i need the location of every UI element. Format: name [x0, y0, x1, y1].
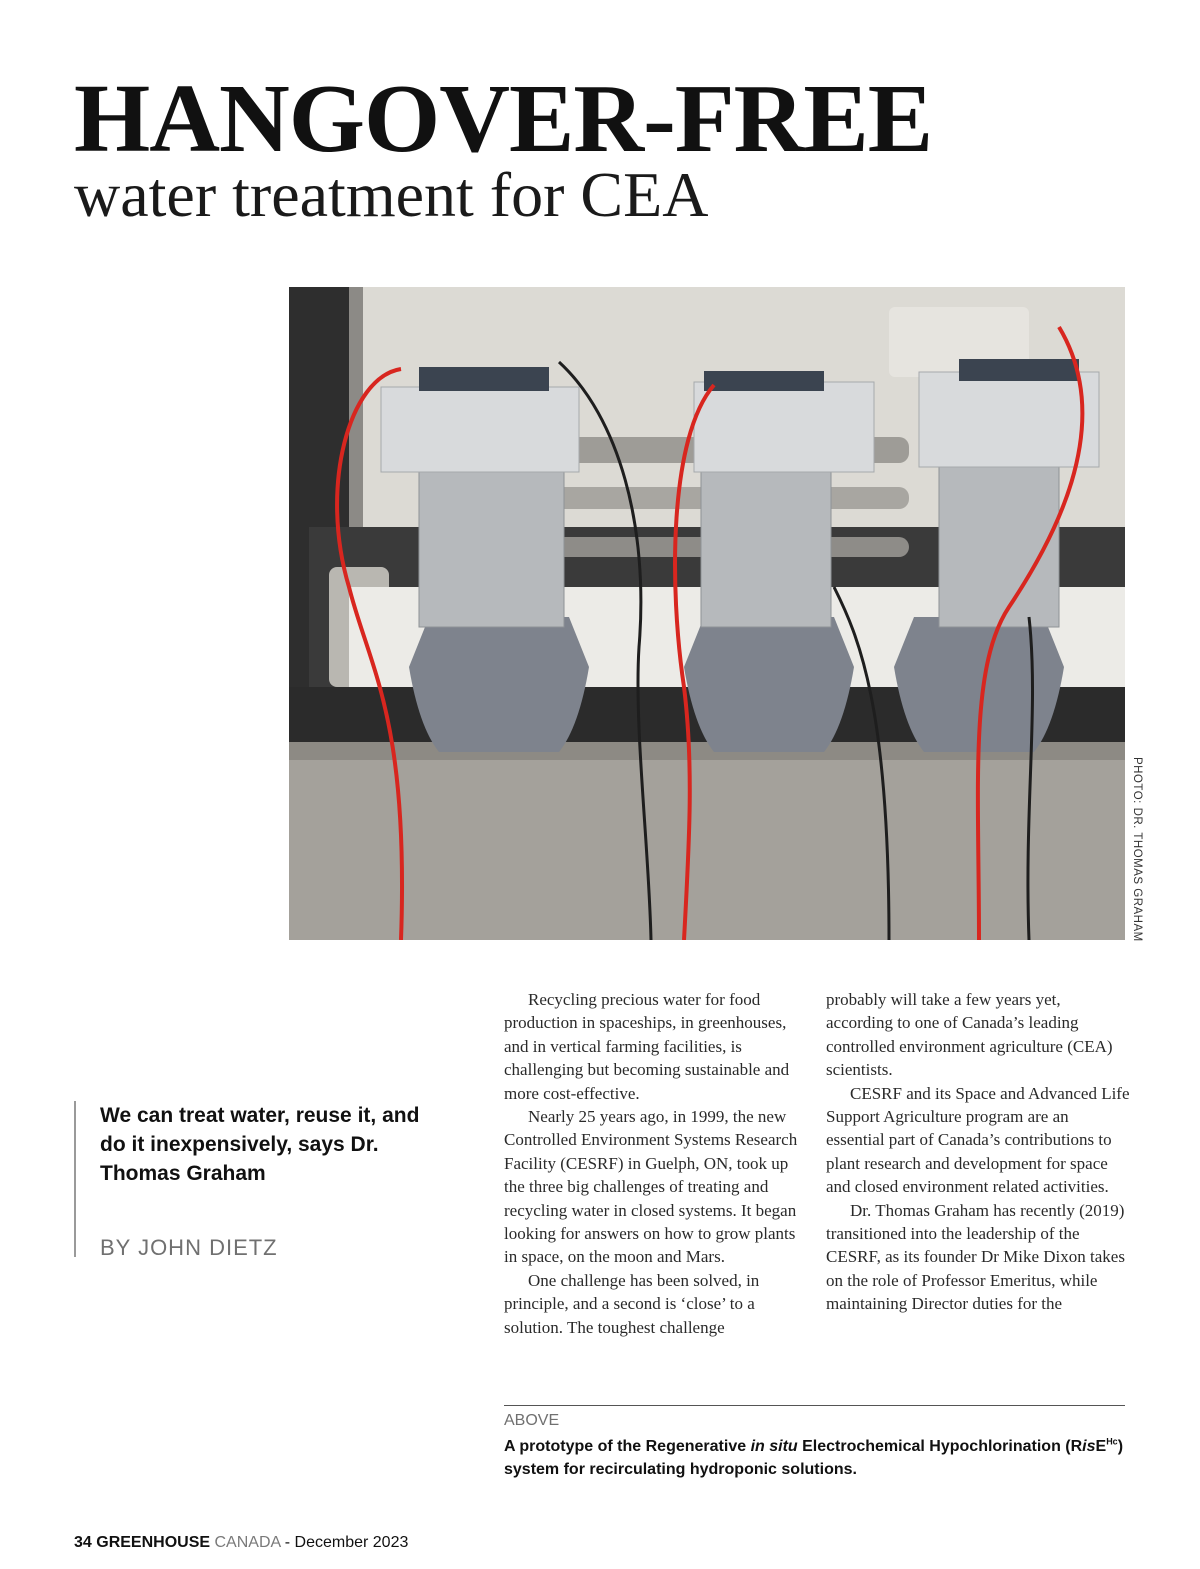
headline: HANGOVER-FREE — [74, 65, 933, 173]
body-paragraph: Nearly 25 years ago, in 1999, the new Controlled Environment Systems Research Facility (CESRF) in Guelph, ON, took up the three big challenges of treating and recycling water in closed systems. It began looking for answers on how to grow plants in space, on the moon and Mars. — [504, 1107, 798, 1267]
body-paragraph: probably will take a few years yet, according to one of Canada’s leading controlled environment agriculture (CEA) scientists. — [826, 990, 1113, 1080]
byline: BY JOHN DIETZ — [100, 1235, 278, 1260]
caption-divider — [504, 1405, 1125, 1406]
photo-credit: PHOTO: DR. THOMAS GRAHAM — [1131, 757, 1143, 942]
subheadline: water treatment for CEA — [74, 159, 709, 230]
body-paragraph: Recycling precious water for food production in spaceships, in greenhouses, and in vertical farming facilities, is challenging but becoming sustainable and more cost-effective. — [504, 990, 790, 1103]
footer-separator: - — [284, 1534, 291, 1551]
magazine-region: CANADA — [214, 1534, 281, 1551]
electrochemical-cells-illustration — [289, 287, 1125, 940]
body-paragraph: Dr. Thomas Graham has recently (2019) transitioned into the leadership of the CESRF, as its founder Dr Mike Dixon takes on the role of Professor Emeritus, while maintaining Director duties for the — [826, 1200, 1125, 1314]
photo-caption: A prototype of the Regenerative in situ Electrochemical Hypochlorination (RisE$^{Hc}$) system for recirculating hydroponic solutions. — [504, 1436, 1124, 1478]
page-footer — [74, 1534, 408, 1552]
body-column-1 — [504, 988, 808, 1339]
body-paragraph: CESRF and its Space and Advanced Life Support Agriculture program are an essential part of Canada’s contributions to plant research and development for space and closed environment related activities. — [826, 1083, 1130, 1197]
page-number: 34 — [74, 1534, 92, 1551]
article-photo — [289, 287, 1125, 940]
caption-label: ABOVE — [504, 1412, 560, 1429]
issue-date: December 2023 — [294, 1534, 409, 1551]
magazine-name: GREENHOUSE — [96, 1534, 211, 1551]
body-column-2 — [826, 988, 1130, 1316]
pull-quote: We can treat water, reuse it, and do it inexpensively, says Dr. Thomas Graham — [100, 1104, 420, 1185]
pull-quote-block — [74, 1101, 434, 1260]
body-paragraph: One challenge has been solved, in principle, and a second is ‘close’ to a solution. The toughest challenge — [504, 1270, 760, 1337]
